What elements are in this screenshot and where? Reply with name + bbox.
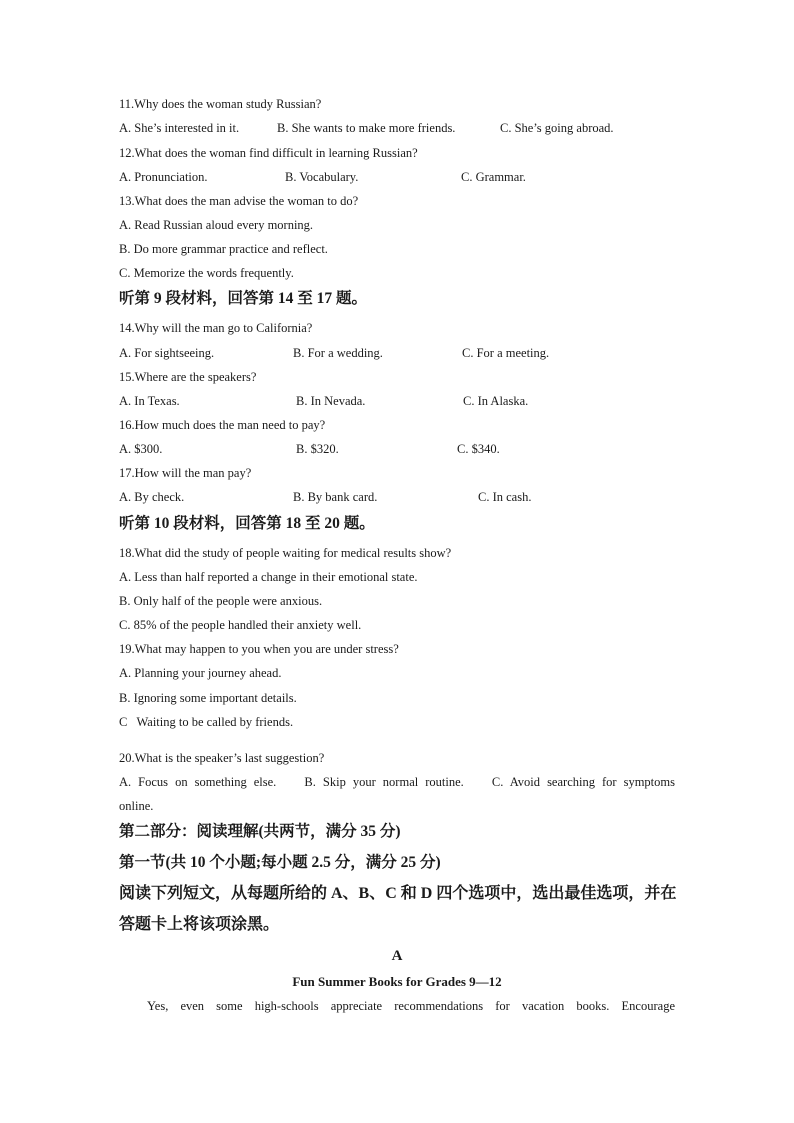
question-16: 16.How much does the man need to pay? bbox=[119, 418, 326, 432]
section-9-heading: 听第 9 段材料，回答第 14 至 17 题。 bbox=[119, 290, 368, 307]
section-one-title: 第一节(共 10 个小题;每小题 2.5 分，满分 25 分) bbox=[119, 854, 441, 871]
q17-option-b: B. By bank card. bbox=[293, 490, 378, 504]
passage-first-line: Yes, even some high-schools appreciate recommendations for vacation books. Encourage bbox=[147, 999, 675, 1013]
q13-option-c: C. Memorize the words frequently. bbox=[119, 266, 294, 280]
q11-option-b: B. She wants to make more friends. bbox=[277, 121, 456, 135]
q16-option-a: A. $300. bbox=[119, 442, 163, 456]
q11-option-a: A. She’s interested in it. bbox=[119, 121, 240, 135]
section-10-heading: 听第 10 段材料，回答第 18 至 20 题。 bbox=[119, 515, 375, 532]
question-11: 11.Why does the woman study Russian? bbox=[119, 97, 322, 111]
q12-option-b: B. Vocabulary. bbox=[285, 170, 359, 184]
q17-option-a: A. By check. bbox=[119, 490, 185, 504]
q20-options: A. Focus on something else. B. Skip your normal routine. C. Avoid searching for symptoms bbox=[119, 775, 675, 789]
q19-option-a: A. Planning your journey ahead. bbox=[119, 666, 282, 680]
q16-option-c: C. $340. bbox=[457, 442, 500, 456]
q13-option-a: A. Read Russian aloud every morning. bbox=[119, 218, 314, 232]
q18-option-a: A. Less than half reported a change in their emotional state. bbox=[119, 570, 418, 584]
q14-option-a: A. For sightseeing. bbox=[119, 346, 215, 360]
q15-option-b: B. In Nevada. bbox=[296, 394, 366, 408]
passage-letter: A bbox=[391, 948, 403, 964]
instruction-line-2: 答题卡上将该项涂黑。 bbox=[119, 916, 280, 933]
q14-option-b: B. For a wedding. bbox=[293, 346, 383, 360]
q12-option-c: C. Grammar. bbox=[461, 170, 526, 184]
question-12: 12.What does the woman find difficult in learning Russian? bbox=[119, 146, 418, 160]
part-two-title: 第二部分：阅读理解(共两节，满分 35 分) bbox=[119, 823, 401, 840]
q15-option-a: A. In Texas. bbox=[119, 394, 180, 408]
q12-option-a: A. Pronunciation. bbox=[119, 170, 208, 184]
question-18: 18.What did the study of people waiting for medical results show? bbox=[119, 546, 452, 560]
q16-option-b: B. $320. bbox=[296, 442, 339, 456]
q18-option-b: B. Only half of the people were anxious. bbox=[119, 594, 323, 608]
q19-option-c: C Waiting to be called by friends. bbox=[119, 715, 294, 729]
q19-option-b: B. Ignoring some important details. bbox=[119, 691, 297, 705]
question-17: 17.How will the man pay? bbox=[119, 466, 252, 480]
q17-option-c: C. In cash. bbox=[478, 490, 532, 504]
q18-option-c: C. 85% of the people handled their anxiety well. bbox=[119, 618, 362, 632]
q13-option-b: B. Do more grammar practice and reflect. bbox=[119, 242, 328, 256]
question-19: 19.What may happen to you when you are under stress? bbox=[119, 642, 399, 656]
question-13: 13.What does the man advise the woman to do? bbox=[119, 194, 359, 208]
passage-title: Fun Summer Books for Grades 9—12 bbox=[292, 974, 502, 989]
q15-option-c: C. In Alaska. bbox=[463, 394, 529, 408]
question-20: 20.What is the speaker’s last suggestion? bbox=[119, 751, 325, 765]
q14-option-c: C. For a meeting. bbox=[462, 346, 550, 360]
instruction-line-1: 阅读下列短文，从每题所给的 A、B、C 和 D 四个选项中，选出最佳选项，并在 bbox=[119, 885, 677, 902]
question-14: 14.Why will the man go to California? bbox=[119, 321, 313, 335]
question-15: 15.Where are the speakers? bbox=[119, 370, 257, 384]
q11-option-c: C. She’s going abroad. bbox=[500, 121, 614, 135]
q20-options-continued: online. bbox=[119, 799, 154, 813]
